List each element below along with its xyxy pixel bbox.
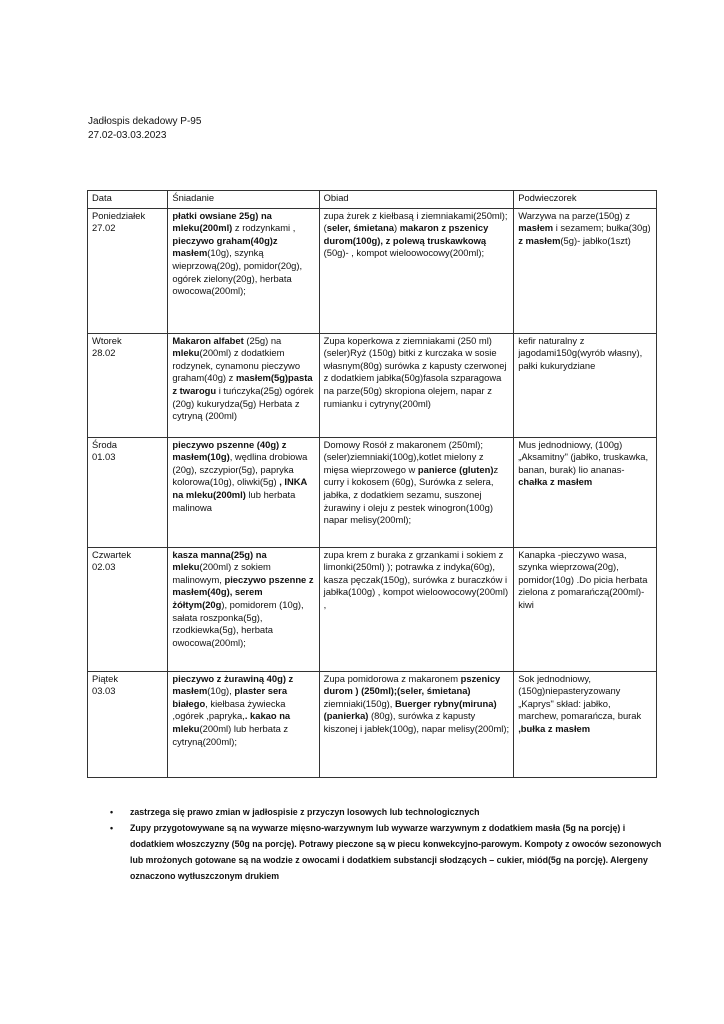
allergen-text: pieczywo graham(40g)z masłem (172, 234, 278, 259)
day-name: Czwartek (92, 548, 132, 560)
day-name: Środa (92, 438, 118, 450)
allergen-text: makaron z pszenicy durom(100g), z polewą truskawkową (323, 222, 489, 246)
meal-text: Sok jednodniowy, (150g)niepasteryzowany „Kaprys" skład: jabłko, marchew, pomarańcza, burak (518, 672, 642, 722)
allergen-text: Makaron alfabet (172, 334, 244, 346)
menu-title: Jadłospis dekadowy P-95 (88, 116, 202, 127)
bullet-icon: • (110, 807, 114, 817)
meal-text: z rodzynkami , (232, 222, 296, 234)
allergen-text: kasza manna(25g) na mleku (172, 548, 267, 573)
meal-text: Domowy Rosół z makaronem (250ml);(seler)ziemniaki(100g),kotlet mielony z mięsa wieprzowego w (323, 438, 484, 475)
allergen-text: płatki owsiane 25g) na mleku(200ml) (172, 209, 272, 234)
cell-breakfast (168, 333, 319, 437)
allergen-text: pieczywo z żurawiną 40g) z masłem (172, 672, 294, 697)
meal-text: , wędlina drobiowa (20g), szczypior(5g), papryka kolorowa(10g), oliwki(5g) (172, 451, 308, 488)
cell-breakfast (168, 208, 319, 333)
cell-snack (514, 333, 657, 437)
note-text: zastrzega się prawo zmian w jadłospisie z przyczyn losowych lub technologicznych (130, 807, 480, 817)
day-name: Piątek (92, 672, 119, 684)
cell-lunch (319, 333, 514, 437)
meal-text: Zupa pomidorowa z makaronem (323, 672, 461, 684)
day-date: 28.02 (92, 347, 116, 359)
day-date: 03.03 (92, 685, 116, 697)
day-name: Wtorek (92, 334, 122, 346)
meal-text: ) (393, 222, 400, 234)
cell-snack (514, 437, 657, 547)
column-header-lunch: Obiad (319, 191, 514, 209)
meal-text: (10g), szynką wieprzową(20g), pomidor(20g), ogórek zielony(20g), herbata owocowa(200ml); (172, 247, 303, 297)
meal-text: (200ml) lub herbata z cytryną(200ml); (172, 722, 289, 747)
allergen-text: masłem(5g)pasta z twarogu (172, 372, 313, 396)
meal-text: zupa żurek z kiełbasą i ziemniakami(250ml); ( (323, 209, 508, 234)
cell-snack (514, 208, 657, 333)
allergen-text: pieczywo pszenne (40g) z masłem(10g) (172, 438, 287, 463)
column-header-date: Data (88, 191, 168, 209)
allergen-text: z masłem (518, 234, 561, 246)
allergen-text: panierce (gluten) (417, 463, 494, 475)
meal-text: Warzywa na parze(150g) z (518, 209, 630, 221)
allergen-text: Buerger rybny(miruna)(panierka) (323, 697, 497, 722)
meal-text: ), pomidorem (10g), sałata roszponka(5g), rzodkiewka(5g), herbata owocowa(200ml); (172, 598, 304, 648)
cell-snack (514, 671, 657, 777)
table-header-row (88, 191, 657, 209)
bullet-icon: • (110, 823, 114, 833)
cell-snack (514, 547, 657, 671)
meal-text: Mus jednodniowy, (100g)„Aksamitny" (jabłko, truskawka, banan, burak) lio ananas- (518, 438, 649, 475)
meal-text: zupa krem z buraka z grzankami i sokiem z limonki(250ml) ); potrawka z indyka(60g), kasza pęczak(150g), surówka z buraczków i jabłka(100g) , kompot wieloowocowy(200ml) , (323, 548, 509, 610)
day-date: 01.03 (92, 451, 116, 463)
allergen-text: , INKA na mleku(200ml) (172, 476, 307, 500)
meal-text: i tuńczyka(25g) ogórek (20g) kukurydza(5g) Herbata z cytryną (200ml) (172, 384, 314, 422)
note-text: Zupy przygotowywane są na wywarze mięsno-warzywnym lub wywarze warzywnym z dodatkiem masła (5g na porcję) i dodatkiem włoszczyzny (50g na porcję). Potrawy pieczone są w piecu konwekcyjno-parowym. Kompoty z owoców sezonowych lub mrożonych gotowane są na wodzie z owocami i dodatkiem substancji słodzących – cukier, miód(5g na porcję). Alergeny oznaczono wytłuszczonym drukiem (130, 823, 662, 881)
allergen-text: mleku (172, 347, 200, 359)
cell-lunch (319, 547, 514, 671)
meal-text: , kiełbasa żywiecka ,ogórek ,papryka, (172, 697, 286, 722)
column-header-snack: Podwieczorek (514, 191, 657, 209)
meal-text: i sezamem; bułka(30g) (553, 222, 651, 234)
cell-date (88, 208, 168, 333)
cell-breakfast (168, 437, 319, 547)
cell-breakfast (168, 671, 319, 777)
table-row (88, 547, 657, 671)
meal-text: (10g), (207, 685, 235, 697)
note-item (110, 804, 670, 820)
meal-text: z curry i kokosem (60g), Surówka z selera, jabłka, z dodatkiem sezamu, suszonej żurawiny i oleju z pestek winogron(100g) napar melisy(200ml); (323, 463, 499, 526)
meal-text: ziemniaki(150g), (323, 697, 395, 709)
cell-lunch (319, 208, 514, 333)
day-date: 02.03 (92, 561, 116, 573)
meal-text: lub herbata malinowa (172, 488, 296, 513)
day-name: Poniedziałek (92, 209, 146, 221)
cell-date (88, 671, 168, 777)
table-row (88, 333, 657, 437)
cell-lunch (319, 671, 514, 777)
meal-text: Kanapka -pieczywo wasa, szynka wieprzowa(20g), pomidor(10g) .Do picia herbata zielona z pomarańczą(200ml)-kiwi (518, 548, 648, 610)
column-header-breakfast: Śniadanie (168, 191, 319, 209)
meal-text: (50g)- , kompot wieloowocowy(200ml); (323, 247, 485, 259)
cell-date (88, 547, 168, 671)
allergen-text: chałka z masłem (518, 476, 593, 488)
allergen-text: pieczywo pszenne z masłem(40g), serem żółtym(20g (172, 573, 314, 610)
cell-breakfast (168, 547, 319, 671)
meal-text: Zupa koperkowa z ziemniakami (250 ml)(seler)Ryż (150g) bitki z kurczaka w sosie własnym(80g) surówka z kapusty czerwonej z dodatkiem jabłka(50g)fasola szparagowa na parze(50g) skropiona olejem, napar z rumianku i cytryny(200ml) (323, 334, 507, 409)
note-item (110, 820, 670, 884)
meal-text: (200ml) z sokiem malinowym, (172, 561, 271, 585)
allergen-text: seler, śmietana (326, 222, 394, 234)
allergen-text: plaster sera białego (172, 685, 288, 709)
allergen-text: . kakao na mleku (172, 710, 291, 734)
table-row (88, 437, 657, 547)
meal-text: (200ml) z dodatkiem rodzynek, cynamonu pieczywo graham(40g) z (172, 347, 301, 384)
meal-text: kefir naturalny z jagodami150g(wyrób własny), pałki kukurydziane (518, 334, 643, 371)
allergen-text: masłem (518, 222, 554, 234)
meal-text: (25g) na (243, 334, 282, 346)
menu-table (87, 190, 657, 778)
allergen-text: ,bułka z masłem (518, 722, 591, 734)
table-row (88, 208, 657, 333)
meal-text: (80g), surówka z kapusty kiszonej i jabłek(100g), napar melisy(200ml); (323, 710, 510, 734)
menu-dates: 27.02-03.03.2023 (88, 130, 167, 141)
allergen-text: pszenicy durom ) (250ml);(seler, śmietana) (323, 672, 501, 697)
cell-lunch (319, 437, 514, 547)
cell-date (88, 437, 168, 547)
menu-notes (110, 804, 670, 884)
menu-header (88, 115, 201, 143)
table-row (88, 671, 657, 777)
meal-text: (5g)- jabłko(1szt) (560, 234, 631, 246)
day-date: 27.02 (92, 222, 116, 234)
cell-date (88, 333, 168, 437)
